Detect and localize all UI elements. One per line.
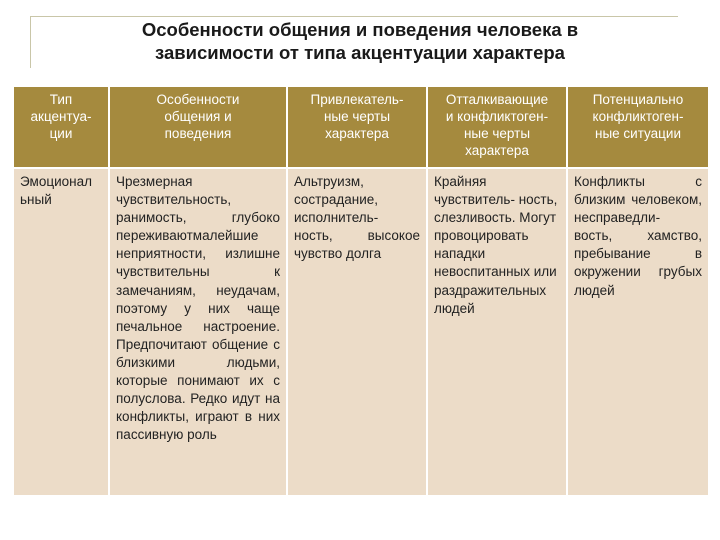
cell-behavior: Чрезмерная чувствительность, ранимость, глубоко переживаютмалейшие неприятности, излишне чувствительны к замечаниям, неудачам, поэтому у них чаще печальное настроение. Предпочитают общение с близкими людьми, которые понимают их с полуслова. Редко идут на конфликты, играют в них пассивную роль: [109, 168, 287, 496]
title-line-1: Особенности общения и поведения человека в: [141, 19, 579, 40]
slide-title: [90, 18, 630, 64]
header-behavior: Особенности общения и поведения: [109, 86, 287, 168]
header-positive-traits: Привлекатель- ные черты характера: [287, 86, 427, 168]
cell-type: Эмоционал ьный: [13, 168, 109, 496]
accentuation-table: [12, 85, 710, 497]
header-negative-traits: Отталкивающие и конфликтоген- ные черты характера: [427, 86, 567, 168]
cell-positive: Альтруизм, сострадание, исполнитель- ность, высокое чувство долга: [287, 168, 427, 496]
header-accentuation-type: Тип акцентуа- ции: [13, 86, 109, 168]
title-line-2: зависимости от типа акцентуации характера: [155, 42, 565, 63]
frame-top-line: [30, 16, 678, 17]
header-row: [13, 86, 709, 168]
header-conflict-situations: Потенциально конфликтоген- ные ситуации: [567, 86, 709, 168]
table-row: [13, 168, 709, 496]
cell-situations: Конфликты с близким человеком, несправедли- вость, хамство, пребывание в окружении грубых людей: [567, 168, 709, 496]
cell-negative: Крайняя чувствитель- ность, слезливость. Могут провоцировать нападки невоспитанных или раздражительных людей: [427, 168, 567, 496]
frame-left-line: [30, 16, 31, 68]
